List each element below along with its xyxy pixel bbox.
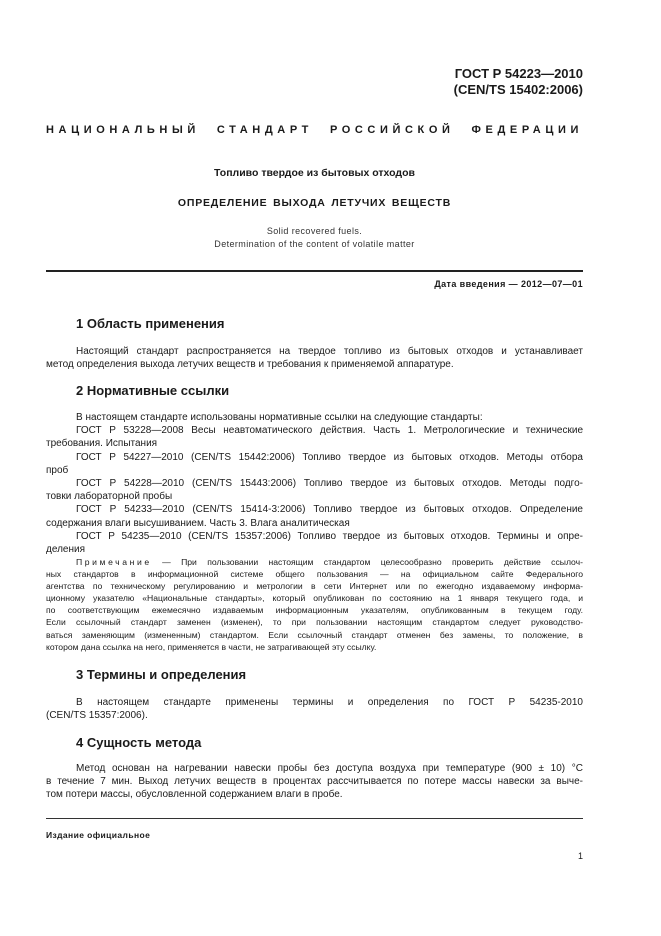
note-line: ваться заменяющим (измененным) стандартом. Если ссылочный стандарт отменен без замены, то положение, в [46,629,583,640]
section-heading: 3 Термины и определения [76,667,247,682]
text-line: товки лабораторной пробы [46,491,173,503]
text-line: ГОСТ Р 54228—2010 (CEN/TS 15443:2006) Топливо твердое из бытовых отходов. Методы подго- [76,478,583,490]
text-line: (CEN/TS 15357:2006). [46,710,148,722]
section-body [46,696,583,722]
note-text: — При пользовании настоящим стандартом целесообразно проверить действие ссылоч- [151,557,583,567]
note-line: ционному указателю «Национальные стандарты», который опубликован по состоянию на 1 января текущего года, и [46,593,583,604]
note-line: ных стандартов в информационной системе общего пользования — на официальном сайте Федерального [46,569,583,580]
text-line: содержания влаги высушиванием. Часть 3. Влага аналитическая [46,517,350,529]
note-label: Примечание [76,557,152,567]
note-line: Если ссылочный стандарт заменен (изменен), то при пользовании настоящим стандартом следует руководство- [46,617,583,628]
section-heading: 4 Сущность метода [76,735,202,750]
note-line: котором дана ссылка на него, применяется в части, не затрагивающей эту ссылку. [46,641,377,652]
note-block [46,556,583,653]
text-line: Метод основан на нагревании навески пробы без доступа воздуха при температуре (900 ± 10) °С [76,763,583,774]
title-divider [46,270,583,272]
banner-word: СТАНДАРТ [216,124,313,136]
document-topic: Топливо твердое из бытовых отходов [214,167,415,179]
document-title: ОПРЕДЕЛЕНИЕ ВЫХОДА ЛЕТУЧИХ ВЕЩЕСТВ [177,197,452,209]
footer-divider [46,818,583,819]
text-line: в течение 7 мин. Выход летучих веществ в процентах рассчитывается по потере массы навески за выче- [46,776,583,788]
english-title-line: Solid recovered fuels. [266,226,363,236]
standard-code-alt: (CEN/TS 15402:2006) [453,82,583,97]
text-line: В настоящем стандарте использованы нормативные ссылки на следующие стандарты: [76,412,483,423]
banner-word: РОССИЙСКОЙ [329,124,455,136]
banner-word: ФЕДЕРАЦИИ [471,124,583,136]
note-line: агентства по техническому регулированию и метрологии в сети Интернет или по ежегодно издаваемому информа- [46,581,583,592]
text-line: проб [46,464,69,476]
section-body [46,345,583,371]
text-line: В настоящем стандарте применены термины и определения по ГОСТ Р 54235-2010 [76,697,583,708]
note-line [46,556,583,568]
text-line: ГОСТ Р 53228—2008 Весы неавтоматического действия. Часть 1. Метрологические и технические [76,425,583,437]
banner-word: НАЦИОНАЛЬНЫЙ [46,124,200,136]
national-standard-banner [46,124,583,136]
section-body [46,411,583,556]
text-line: деления [46,544,85,556]
text-line: ГОСТ Р 54235—2010 (CEN/TS 15357:2006) Топливо твердое из бытовых отходов. Термины и опре- [76,530,583,542]
section-heading: 1 Область применения [76,316,225,331]
text-line: метод определения выхода летучих веществ и требования к применяемой аппаратуре. [46,359,454,371]
text-line: том потери массы, обусловленной содержанием влаги в пробе. [46,789,343,801]
edition-label: Издание официальное [46,830,151,840]
section-body [46,762,583,802]
note-line: по соответствующим ежемесячно издаваемым информационным указателям, опубликованным в текущем году. [46,605,583,616]
text-line: ГОСТ Р 54227—2010 (CEN/TS 15442:2006) Топливо твердое из бытовых отходов. Методы отбора [76,451,583,463]
english-title [46,225,583,251]
introduction-date: Дата введения — 2012—07—01 [434,279,583,289]
text-line: Настоящий стандарт распространяется на твердое топливо из бытовых отходов и устанавливает [76,346,583,357]
english-title-line: Determination of the content of volatile matter [214,239,415,249]
text-line: требования. Испытания [46,438,158,450]
section-heading: 2 Нормативные ссылки [76,383,230,398]
page-number: 1 [577,851,583,861]
standard-code: ГОСТ Р 54223—2010 [454,66,583,81]
text-line: ГОСТ Р 54233—2010 (CEN/TS 15414-3:2006) Топливо твердое из бытовых отходов. Определение [76,504,583,516]
